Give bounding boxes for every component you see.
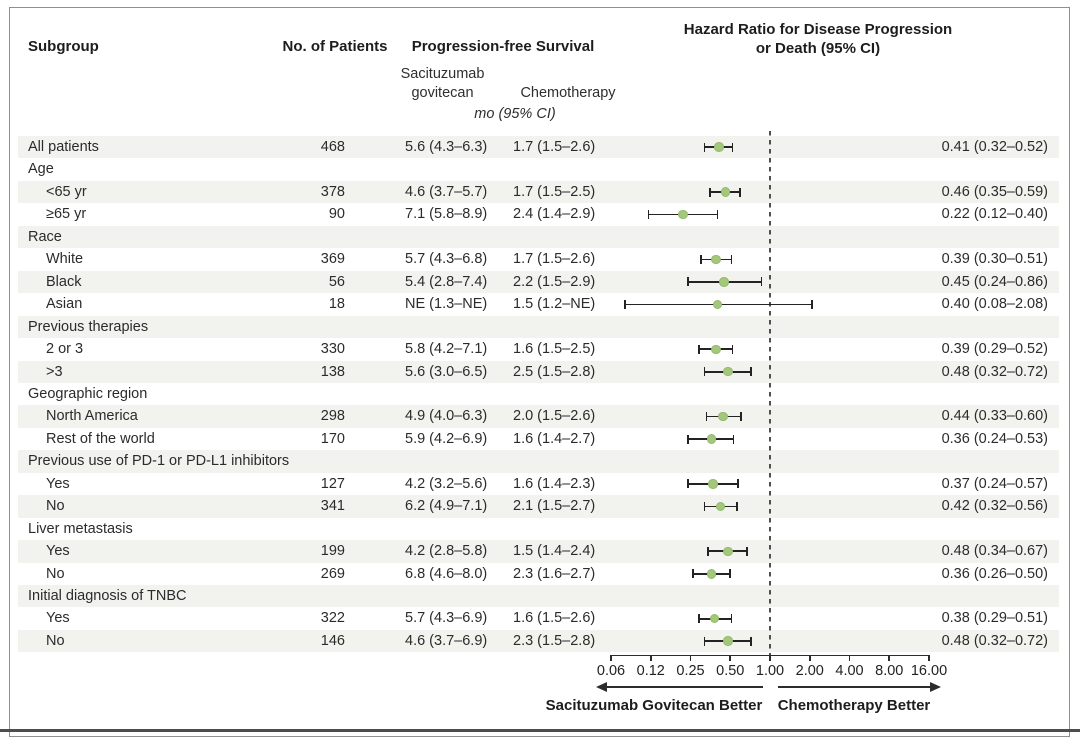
ci-cap-left (687, 435, 689, 444)
row-label: North America (46, 408, 138, 425)
sacituzumab-value: 4.9 (4.0–6.3) (405, 408, 488, 425)
ci-cap-right (740, 412, 742, 421)
ci-cap-right (750, 637, 752, 646)
chemotherapy-value: 1.6 (1.5–2.6) (513, 610, 596, 627)
sacituzumab-value: 4.2 (3.2–5.6) (405, 475, 488, 492)
hazard-ratio-value: 0.39 (0.30–0.51) (941, 251, 1048, 268)
ci-cap-left (698, 614, 700, 623)
row-label: White (46, 251, 84, 268)
chemotherapy-value: 2.5 (1.5–2.8) (513, 363, 596, 380)
hazard-ratio-value: 0.48 (0.32–0.72) (941, 363, 1048, 380)
ci-cap-right (750, 367, 752, 376)
right-arrow-line (778, 686, 931, 688)
hazard-ratio-value: 0.41 (0.32–0.52) (941, 139, 1048, 155)
axis-tick-label: 2.00 (795, 663, 824, 679)
ci-cap-right (739, 188, 741, 197)
group-header-row (18, 518, 1059, 540)
hazard-ratio-point (707, 434, 717, 444)
table-row (18, 563, 1059, 585)
axis-tick-label: 0.12 (636, 663, 665, 679)
sacituzumab-value: 4.6 (3.7–6.9) (405, 632, 488, 649)
chemotherapy-value: 1.5 (1.2–NE) (513, 296, 596, 313)
ci-cap-left (648, 210, 650, 219)
hazard-ratio-value: 0.37 (0.24–0.57) (941, 475, 1048, 492)
sacituzumab-value: 5.7 (4.3–6.8) (405, 251, 488, 268)
ci-cap-left (704, 367, 706, 376)
axis-tick (809, 655, 811, 662)
row-label: All patients (28, 139, 99, 155)
sacituzumab-value: 5.4 (2.8–7.4) (405, 273, 488, 290)
hazard-ratio-point (721, 187, 731, 197)
hazard-ratio-value: 0.46 (0.35–0.59) (941, 183, 1048, 200)
sacituzumab-value: 5.7 (4.3–6.9) (405, 610, 488, 627)
group-header-row (18, 316, 1059, 338)
ci-cap-left (624, 300, 626, 309)
chemotherapy-value: 1.7 (1.5–2.6) (513, 139, 596, 155)
patients-count: 330 (320, 341, 345, 358)
table-row (18, 203, 1059, 225)
chemotherapy-value: 1.5 (1.4–2.4) (513, 543, 596, 560)
row-label: Black (46, 273, 82, 290)
row-label: <65 yr (46, 183, 87, 200)
group-header-row (18, 226, 1059, 248)
patients-count: 138 (320, 363, 345, 380)
hazard-ratio-point (711, 345, 721, 355)
hazard-ratio-point (719, 277, 729, 287)
ci-cap-right (731, 614, 733, 623)
patients-count: 127 (320, 475, 345, 492)
left-arrow-head-icon (596, 682, 607, 692)
table-row (18, 405, 1059, 427)
hazard-ratio-point (723, 636, 733, 646)
ci-cap-right (761, 277, 763, 286)
row-label: No (46, 498, 65, 515)
patients-count: 322 (320, 610, 345, 627)
table-row (18, 495, 1059, 517)
ci-cap-right (732, 345, 734, 354)
hazard-ratio-point (723, 547, 733, 557)
sacituzumab-value: 5.9 (4.2–6.9) (405, 430, 488, 447)
axis-tick-label: 0.06 (596, 663, 626, 679)
chemotherapy-value: 1.7 (1.5–2.5) (513, 183, 596, 200)
row-label: Rest of the world (46, 430, 155, 447)
ci-cap-left (698, 345, 700, 354)
axis-tick (610, 655, 612, 662)
hazard-ratio-value: 0.40 (0.08–2.08) (941, 296, 1048, 313)
patients-count: 298 (320, 408, 345, 425)
axis-tick (928, 655, 930, 662)
patients-count: 378 (320, 183, 345, 200)
row-label: Yes (46, 475, 70, 492)
ci-cap-right (746, 547, 748, 556)
table-row (18, 271, 1059, 293)
row-label: Geographic region (28, 385, 148, 402)
ci-cap-left (704, 502, 706, 511)
sacituzumab-subheader-line2: govitecan (411, 85, 474, 101)
chemotherapy-value: 1.6 (1.4–2.3) (513, 475, 596, 492)
ci-cap-left (704, 637, 706, 646)
sacituzumab-subheader-line1: Sacituzumab (400, 66, 485, 82)
table-row (18, 136, 1059, 158)
hazard-ratio-point (711, 255, 721, 265)
chemotherapy-value: 2.1 (1.5–2.7) (513, 498, 596, 515)
ci-cap-left (707, 547, 709, 556)
chemotherapy-value: 1.7 (1.5–2.6) (513, 251, 596, 268)
axis-tick (690, 655, 692, 662)
table-row (18, 338, 1059, 360)
chemotherapy-value: 1.6 (1.4–2.7) (513, 430, 596, 447)
right-better-label: Chemotherapy Better (777, 697, 931, 714)
ci-cap-right (732, 143, 734, 152)
row-label: Asian (46, 296, 83, 313)
hazard-ratio-value: 0.48 (0.32–0.72) (941, 632, 1048, 649)
axis-tick-label: 16.00 (910, 663, 948, 679)
axis-tick (849, 655, 851, 662)
column-header-patients: No. of Patients (282, 38, 388, 55)
hazard-ratio-value: 0.36 (0.24–0.53) (941, 430, 1048, 447)
row-label: Previous use of PD-1 or PD-L1 inhibitors (28, 453, 290, 470)
sacituzumab-value: 5.6 (4.3–6.3) (405, 139, 488, 155)
patients-count: 468 (320, 139, 345, 155)
row-label: ≥65 yr (46, 206, 87, 223)
row-label: Age (28, 161, 54, 178)
row-label: Yes (46, 543, 70, 560)
group-header-row (18, 158, 1059, 180)
ci-cap-right (717, 210, 719, 219)
sacituzumab-value: 6.8 (4.6–8.0) (405, 565, 488, 582)
row-label: No (46, 632, 65, 649)
patients-count: 56 (328, 273, 345, 290)
ci-cap-right (729, 569, 731, 578)
units-label: mo (95% CI) (474, 106, 556, 122)
patients-count: 18 (328, 296, 345, 313)
column-header-pfs: Progression-free Survival (411, 38, 595, 55)
hazard-ratio-value: 0.44 (0.33–0.60) (941, 408, 1048, 425)
row-label: No (46, 565, 65, 582)
sacituzumab-value: 5.6 (3.0–6.5) (405, 363, 488, 380)
ci-cap-right (736, 502, 738, 511)
hazard-ratio-value: 0.42 (0.32–0.56) (941, 498, 1048, 515)
group-header-row (18, 450, 1059, 472)
hazard-ratio-point (714, 142, 724, 152)
column-header-subgroup: Subgroup (28, 38, 99, 55)
bottom-rule (0, 729, 1080, 732)
hazard-ratio-header-line1: Hazard Ratio for Disease Progression (683, 21, 953, 38)
hazard-ratio-point (723, 367, 733, 377)
group-header-row (18, 383, 1059, 405)
patients-count: 369 (320, 251, 345, 268)
table-row (18, 630, 1059, 652)
hazard-ratio-header-line2: or Death (95% CI) (755, 40, 881, 57)
hazard-ratio-value: 0.22 (0.12–0.40) (941, 206, 1048, 223)
ci-cap-right (811, 300, 813, 309)
row-label: Yes (46, 610, 70, 627)
ci-cap-right (737, 479, 739, 488)
column-subheader-chemotherapy: Chemotherapy (520, 85, 616, 101)
hazard-ratio-point (678, 210, 688, 220)
ci-cap-left (709, 188, 711, 197)
table-row (18, 293, 1059, 315)
ci-cap-left (706, 412, 708, 421)
patients-count: 90 (328, 206, 345, 223)
row-label: 2 or 3 (46, 341, 84, 358)
hazard-ratio-point (708, 479, 718, 489)
chemotherapy-value: 2.4 (1.4–2.9) (513, 206, 596, 223)
sacituzumab-value: 4.6 (3.7–5.7) (405, 183, 488, 200)
sacituzumab-value: NE (1.3–NE) (405, 296, 488, 313)
sacituzumab-value: 4.2 (2.8–5.8) (405, 543, 488, 560)
row-label: Initial diagnosis of TNBC (28, 588, 187, 604)
patients-count: 341 (320, 498, 345, 515)
right-arrow-head-icon (930, 682, 941, 692)
ci-cap-left (687, 277, 689, 286)
ci-cap-right (731, 255, 733, 264)
hazard-ratio-value: 0.45 (0.24–0.86) (941, 273, 1048, 290)
patients-count: 269 (320, 565, 345, 582)
row-label: >3 (46, 363, 63, 380)
left-arrow-line (606, 686, 763, 688)
axis-tick-label: 0.50 (716, 663, 745, 679)
chemotherapy-value: 2.2 (1.5–2.9) (513, 273, 596, 290)
patients-count: 170 (320, 430, 345, 447)
hazard-ratio-point (707, 569, 717, 579)
axis-tick-label: 0.25 (676, 663, 705, 679)
ci-cap-left (700, 255, 702, 264)
table-row (18, 540, 1059, 562)
left-better-label: Sacituzumab Govitecan Better (545, 697, 763, 714)
patients-count: 146 (320, 632, 345, 649)
table-row (18, 473, 1059, 495)
table-row (18, 361, 1059, 383)
axis-tick (769, 655, 771, 662)
table-row (18, 248, 1059, 270)
table-row (18, 428, 1059, 450)
table-row (18, 607, 1059, 629)
axis-tick-label: 4.00 (835, 663, 864, 679)
chemotherapy-value: 2.0 (1.5–2.6) (513, 408, 596, 425)
chemotherapy-value: 2.3 (1.6–2.7) (513, 565, 596, 582)
chemotherapy-value: 2.3 (1.5–2.8) (513, 632, 596, 649)
row-label: Liver metastasis (28, 520, 133, 537)
group-header-row (18, 585, 1059, 607)
column-subheader-sacituzumab (385, 65, 500, 103)
hazard-ratio-point (718, 412, 728, 422)
axis-tick (650, 655, 652, 662)
ci-cap-left (704, 143, 706, 152)
hazard-ratio-value: 0.48 (0.34–0.67) (941, 543, 1048, 560)
axis-tick-label: 1.00 (755, 663, 785, 679)
sacituzumab-value: 6.2 (4.9–7.1) (405, 498, 488, 515)
axis-tick (729, 655, 731, 662)
column-header-hazard-ratio (640, 20, 996, 58)
reference-line (769, 131, 771, 659)
patients-count: 199 (320, 543, 345, 560)
sacituzumab-value: 7.1 (5.8–8.9) (405, 206, 488, 223)
hazard-ratio-point (716, 502, 726, 512)
sacituzumab-value: 5.8 (4.2–7.1) (405, 341, 488, 358)
ci-cap-right (733, 435, 735, 444)
ci-cap-left (692, 569, 694, 578)
row-label: Race (28, 228, 62, 245)
axis-tick-label: 8.00 (875, 663, 904, 679)
ci-cap-left (687, 479, 689, 488)
hazard-ratio-value: 0.36 (0.26–0.50) (941, 565, 1048, 582)
chemotherapy-value: 1.6 (1.5–2.5) (513, 341, 596, 358)
table-row (18, 181, 1059, 203)
row-label: Previous therapies (28, 318, 149, 335)
hazard-ratio-value: 0.39 (0.29–0.52) (941, 341, 1048, 358)
axis-tick (888, 655, 890, 662)
hazard-ratio-value: 0.38 (0.29–0.51) (941, 610, 1048, 627)
